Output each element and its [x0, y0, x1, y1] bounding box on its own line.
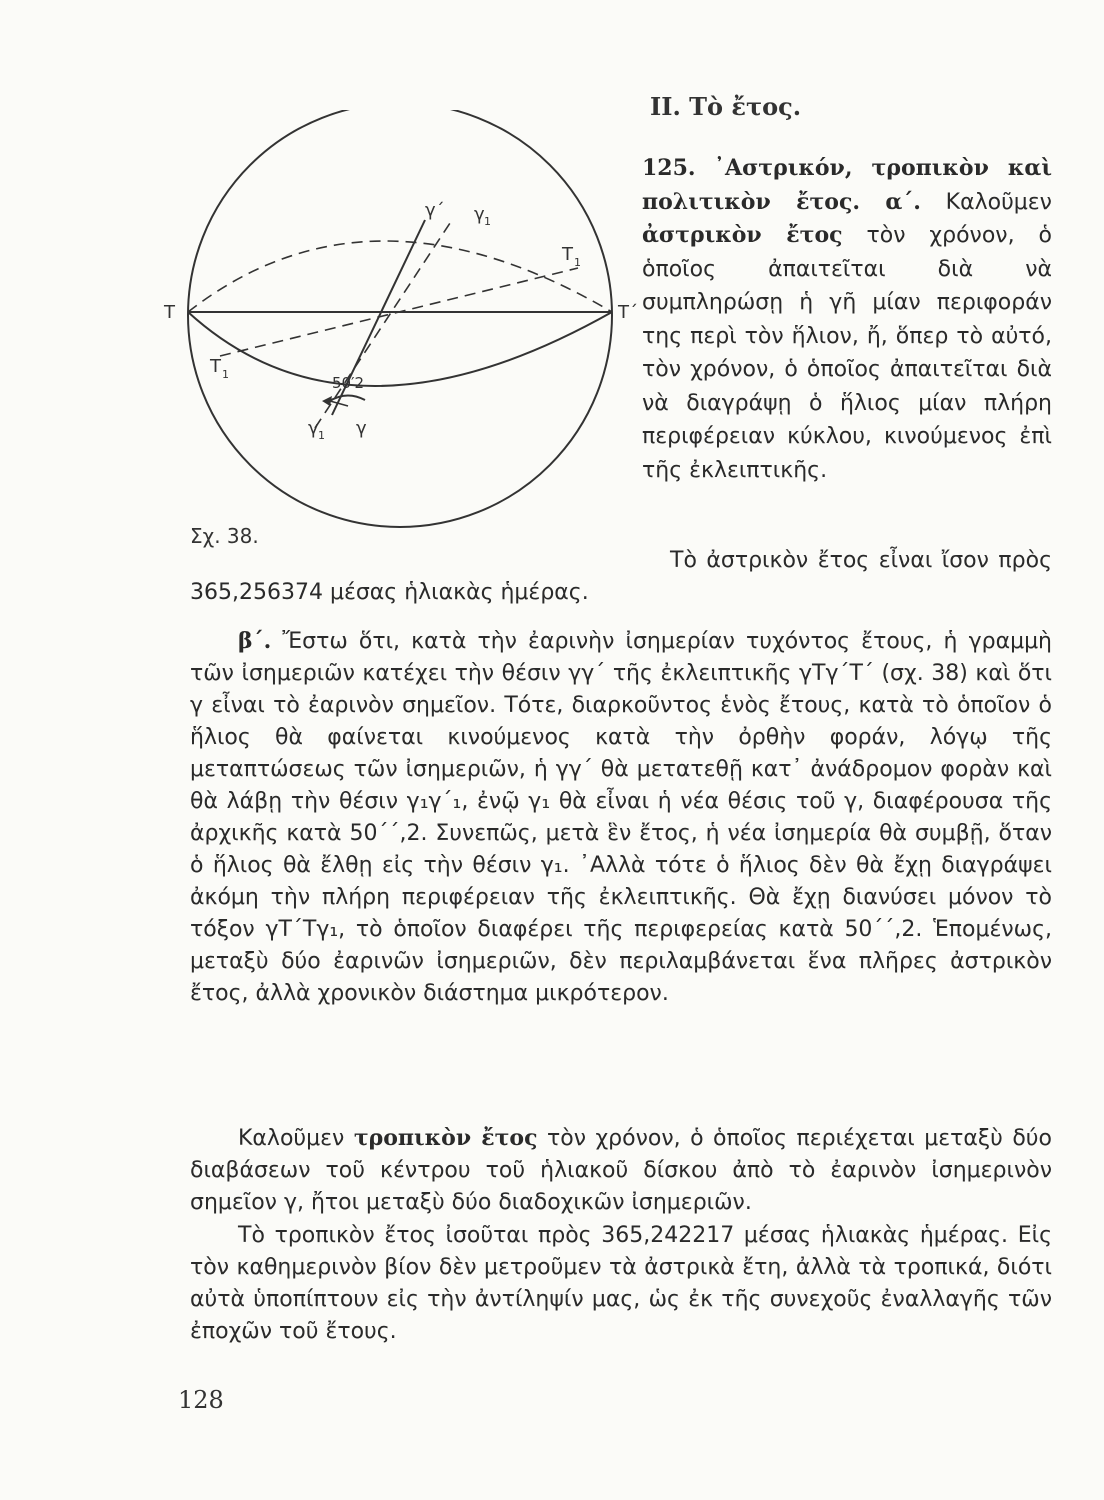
label-gamma-prime: γ΄ [425, 200, 445, 221]
equinox-line-gamma1 [315, 220, 452, 428]
tropical-year-text-pre: Καλοῦμεν [238, 1126, 345, 1151]
label-T1-left-sub: 1 [222, 368, 229, 381]
article-title: ᾿Αστρικόν, τροπικὸν καὶ πολιτικὸν ἔτος. α΄. [642, 155, 1052, 215]
lower-ecliptic-arc [188, 312, 612, 386]
article-number: 125. [642, 155, 696, 181]
label-gamma1-prime-sub: 1 [484, 215, 491, 228]
label-T1-right-sub: 1 [574, 256, 581, 269]
sidereal-year-value: Τὸ ἀστρικὸν ἔτος εἶναι ἴσον πρὸς 365,256374 μέσας ἡλιακὰς ἡμέρας. [190, 548, 1052, 605]
label-gamma1-sub: 1 [318, 429, 325, 442]
upper-ecliptic-arc [188, 241, 612, 312]
label-T-left: T [164, 302, 175, 323]
sidereal-year-text-pre: Καλοῦμεν [945, 189, 1052, 215]
tropical-year-term: τροπικὸν ἔτος [353, 1125, 538, 1151]
label-T-right: T΄ [618, 302, 638, 323]
label-angle: 50′2 [332, 374, 365, 392]
article-125-intro [642, 152, 1052, 487]
label-gamma1-prime: γ [474, 204, 485, 225]
label-gamma1: γ [308, 418, 319, 439]
tropical-year-value: Τὸ τροπικὸν ἔτος ἰσοῦται πρὸς 365,242217 μέσας ἡλιακὰς ἡμέρας. Εἰς τὸν καθημερινὸν βίον δὲν μετροῦμεν τὰ ἀστρικὰ ἔτη, ἀλλὰ τὰ τροπικά, διότι αὐτὰ ὑποπίπτουν εἰς τὴν ἀντίληψίν μας, ὡς ἐκ τῆς συνεχοῦς ἐναλλαγῆς τῶν ἐποχῶν τοῦ ἔτους. [190, 1223, 1052, 1344]
label-T1-left: T [210, 356, 221, 377]
sidereal-year-term: ἀστρικὸν ἔτος [642, 222, 843, 248]
page-number: 128 [178, 1386, 224, 1414]
label-gamma: γ [356, 418, 367, 439]
tropical-year-text-post: τὸν χρόνον, ὁ ὁποῖος περιέχεται μεταξὺ δύο διαβάσεων τοῦ κέντρου τοῦ ἡλιακοῦ δίσκου ἀπὸ τὸ ἐαρινὸν ἰσημερινὸν σημεῖον γ, ἤτοι μεταξὺ δύο διαδοχικῶν ἰσημεριῶν. [190, 1126, 1052, 1215]
tropical-year-definition [190, 1122, 1052, 1219]
figure-caption: Σχ. 38. [190, 524, 259, 548]
label-T1-right: T [562, 244, 573, 265]
celestial-sphere-figure [160, 110, 640, 550]
beta-text: Ἔστω ὅτι, κατὰ τὴν ἐαρινὴν ἰσημερίαν τυχόντος ἔτους, ἡ γραμμὴ τῶν ἰσημεριῶν κατέχει τὴν θέσιν γγ΄ τῆς ἐκλειπτικῆς γΤγ΄Τ΄ (σχ. 38) καὶ ὅτι γ εἶναι τὸ ἐαρινὸν σημεῖον. Τότε, διαρκοῦντος ἑνὸς ἔτους, κατὰ τὸ ὁποῖον ὁ ἥλιος θὰ φαίνεται κινούμενος κατὰ τὴν ὀρθὴν φοράν, λόγῳ τῆς μεταπτώσεως τῶν ἰσημεριῶν, ἡ γγ΄ θὰ μετατεθῇ κατ᾿ ἀνάδρομον φορὰν καὶ θὰ λάβῃ τὴν θέσιν γ₁γ΄₁, ἐνῷ γ₁ θὰ εἶναι ἡ νέα θέσις τοῦ γ, διαφέρουσα τῆς ἀρχικῆς κατὰ 50΄΄,2. Συνεπῶς, μετὰ ἓν ἔτος, ἡ νέα ἰσημερία θὰ συμβῇ, ὅταν ὁ ἥλιος θὰ ἔλθῃ εἰς τὴν θέσιν γ₁. ᾿Αλλὰ τότε ὁ ἥλιος δὲν θὰ ἔχῃ διαγράψει ἀκόμη τὴν πλήρη περιφέρειαν τῆς ἐκλειπτικῆς. Θὰ ἔχῃ διανύσει μόνον τὸ τόξον γΤ΄Τγ₁, τὸ ὁποῖον διαφέρει τῆς περιφερείας κατὰ 50΄΄,2. Ἑπομένως, μεταξὺ δύο ἐαρινῶν ἰσημεριῶν, δὲν περιλαμβάνεται ἕνα πλῆρες ἀστρικὸν ἔτος, ἀλλὰ χρονικὸν διάστημα μικρότερον. [190, 629, 1053, 1006]
section-title: II. Τὸ ἔτος. [650, 92, 802, 121]
beta-label: β΄. [238, 628, 272, 654]
angle-arc [328, 395, 365, 402]
beta-paragraph [190, 625, 1052, 1010]
sidereal-year-text-post: τὸν χρόνον, ὁ ὁποῖος ἀπαιτεῖται διὰ νὰ συμπληρώσῃ ἡ γῆ μίαν περιφοράν της περὶ τὸν ἥλιον, ἤ, ὅπερ τὸ αὐτό, τὸν χρόνον, ὁ ὁποῖος ἀπαιτεῖται διὰ νὰ διαγράψῃ ὁ ἥλιος μίαν πλήρη περιφέρειαν κύκλου, κινούμενος ἐπὶ τῆς ἐκλειπτικῆς. [642, 223, 1053, 483]
sphere-outline [188, 110, 612, 527]
